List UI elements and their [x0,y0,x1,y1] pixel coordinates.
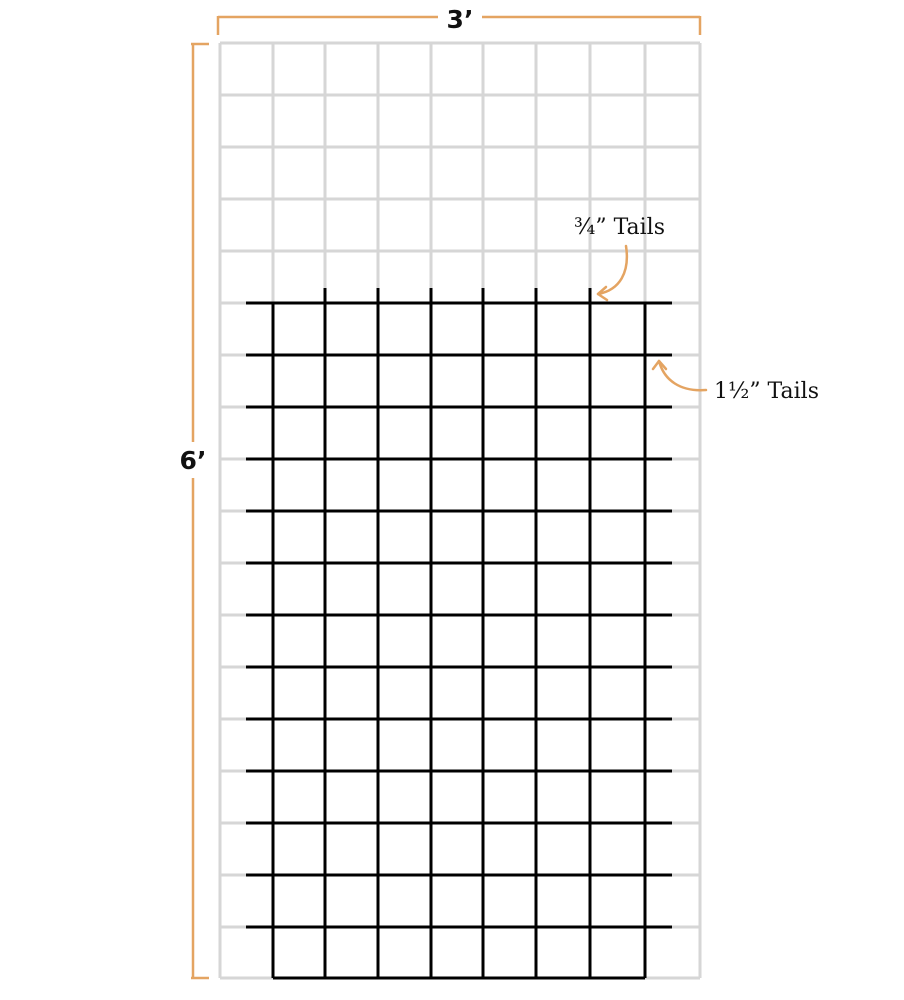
top-tails-label: ¾” Tails [574,215,666,240]
height-dimension [191,44,209,978]
side-tails-arrow [653,361,706,390]
height-label: 6’ [179,446,207,475]
top-tails-arrow [598,246,627,300]
side-tails-label: 1½” Tails [714,379,820,404]
cut-wire-panel [246,288,672,978]
width-label: 3’ [446,5,474,34]
top-tails-arrow-curve [598,246,627,294]
